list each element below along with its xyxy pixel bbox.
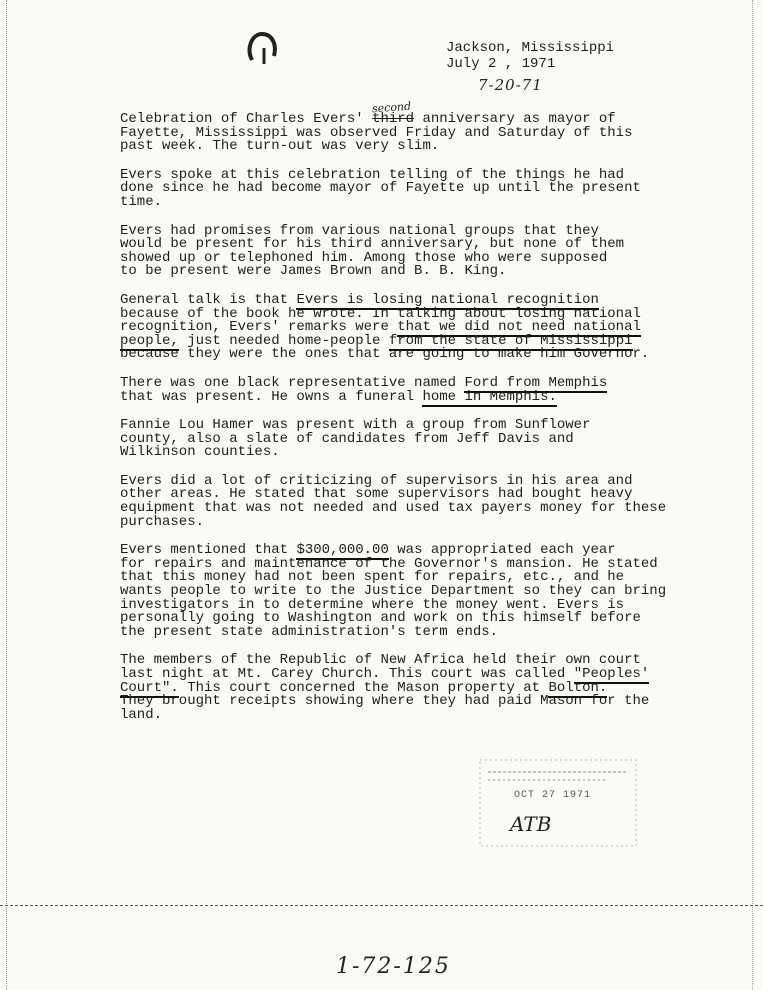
right-edge-mark	[752, 0, 753, 990]
header-date: July 2 , 1971	[446, 56, 556, 72]
paragraph-2: Evers spoke at this celebration telling of the things he had done since he had become mayor of Fayette up until the present time.	[120, 166, 641, 210]
file-number: 1-72-125	[336, 954, 451, 979]
underline-peoples-court: "Peoples' Court".	[120, 666, 650, 696]
struck-word: third	[372, 111, 415, 127]
paragraph-7: Evers did a lot of criticizing of supervisors in his area and other areas. He stated that some supervisors had bought heavy equipment that was not needed and used tax payers money for these purchases.	[120, 472, 667, 530]
underline-ford-memphis: Ford from Memphis	[464, 374, 608, 391]
underline-home-memphis: home in Memphis.	[422, 388, 557, 405]
paragraph-5: There was one black representative named Ford from Memphis that was present. He owns a funeral home in Memphis.	[120, 374, 608, 405]
paragraph-4: General talk is that Evers is losing national recognition because of the book he wrote. In talking about losing national recognition, Evers' remarks were that we did not need national people, just needed home-people from the state of Mississippi because they were the ones that are going to make him Governor.	[120, 291, 650, 363]
underline-amount: $300,000.00	[296, 542, 389, 559]
received-stamp	[478, 758, 638, 848]
hole-punch-mark	[244, 30, 280, 68]
handwritten-insertion: second	[371, 99, 412, 116]
header-location: Jackson, Mississippi	[446, 40, 615, 56]
handwritten-date: 7-20-71	[478, 76, 543, 94]
paragraph-8: Evers mentioned that $300,000.00 was appropriated each year for repairs and maintenance of the Governor's mansion. He stated that this money had not been spent for repairs, etc., and he wants people to write to the Justice Department so they can bring investigators in to determine where the money went. Evers is personally going to Washington and work on this himself before the present state administration's term ends.	[120, 542, 667, 640]
paragraph-3: Evers had promises from various national groups that they would be present for his third anniversary, but none of them showed up or telephoned him. Among those who were supposed to be present were James Brown and B. B. King.	[120, 222, 625, 280]
underline-mississippi: from the state of Mississippi	[388, 332, 633, 349]
memo-body	[120, 113, 680, 737]
paragraph-9: The members of the Republic of New Africa held their own court last night at Mt. Carey Church. This court was called "Peoples' Court". This court concerned the Mason property at Bolton. They brought receipts showing where they had paid Mason for the land.	[120, 652, 650, 723]
underline-national-people: that we did not need national people,	[120, 319, 641, 349]
underline-bolton: Bolton.	[548, 679, 608, 696]
paragraph-6: Fannie Lou Hamer was present with a group from Sunflower county, also a slate of candidates from Jeff Davis and Wilkinson counties.	[120, 417, 591, 461]
paragraph-1: Celebration of Charles Evers' third anniversary as mayor of Fayette, Mississippi was observed Friday and Saturday of this past week. The turn-out was very slim.	[120, 111, 633, 155]
stamp-date: OCT 27 1971	[514, 790, 592, 801]
left-edge-mark	[6, 0, 7, 990]
underline-recognition: Evers is losing national recognition	[296, 291, 599, 308]
page-divider	[0, 905, 763, 906]
document-header	[446, 40, 614, 72]
handwritten-initials: ATB	[510, 812, 552, 836]
